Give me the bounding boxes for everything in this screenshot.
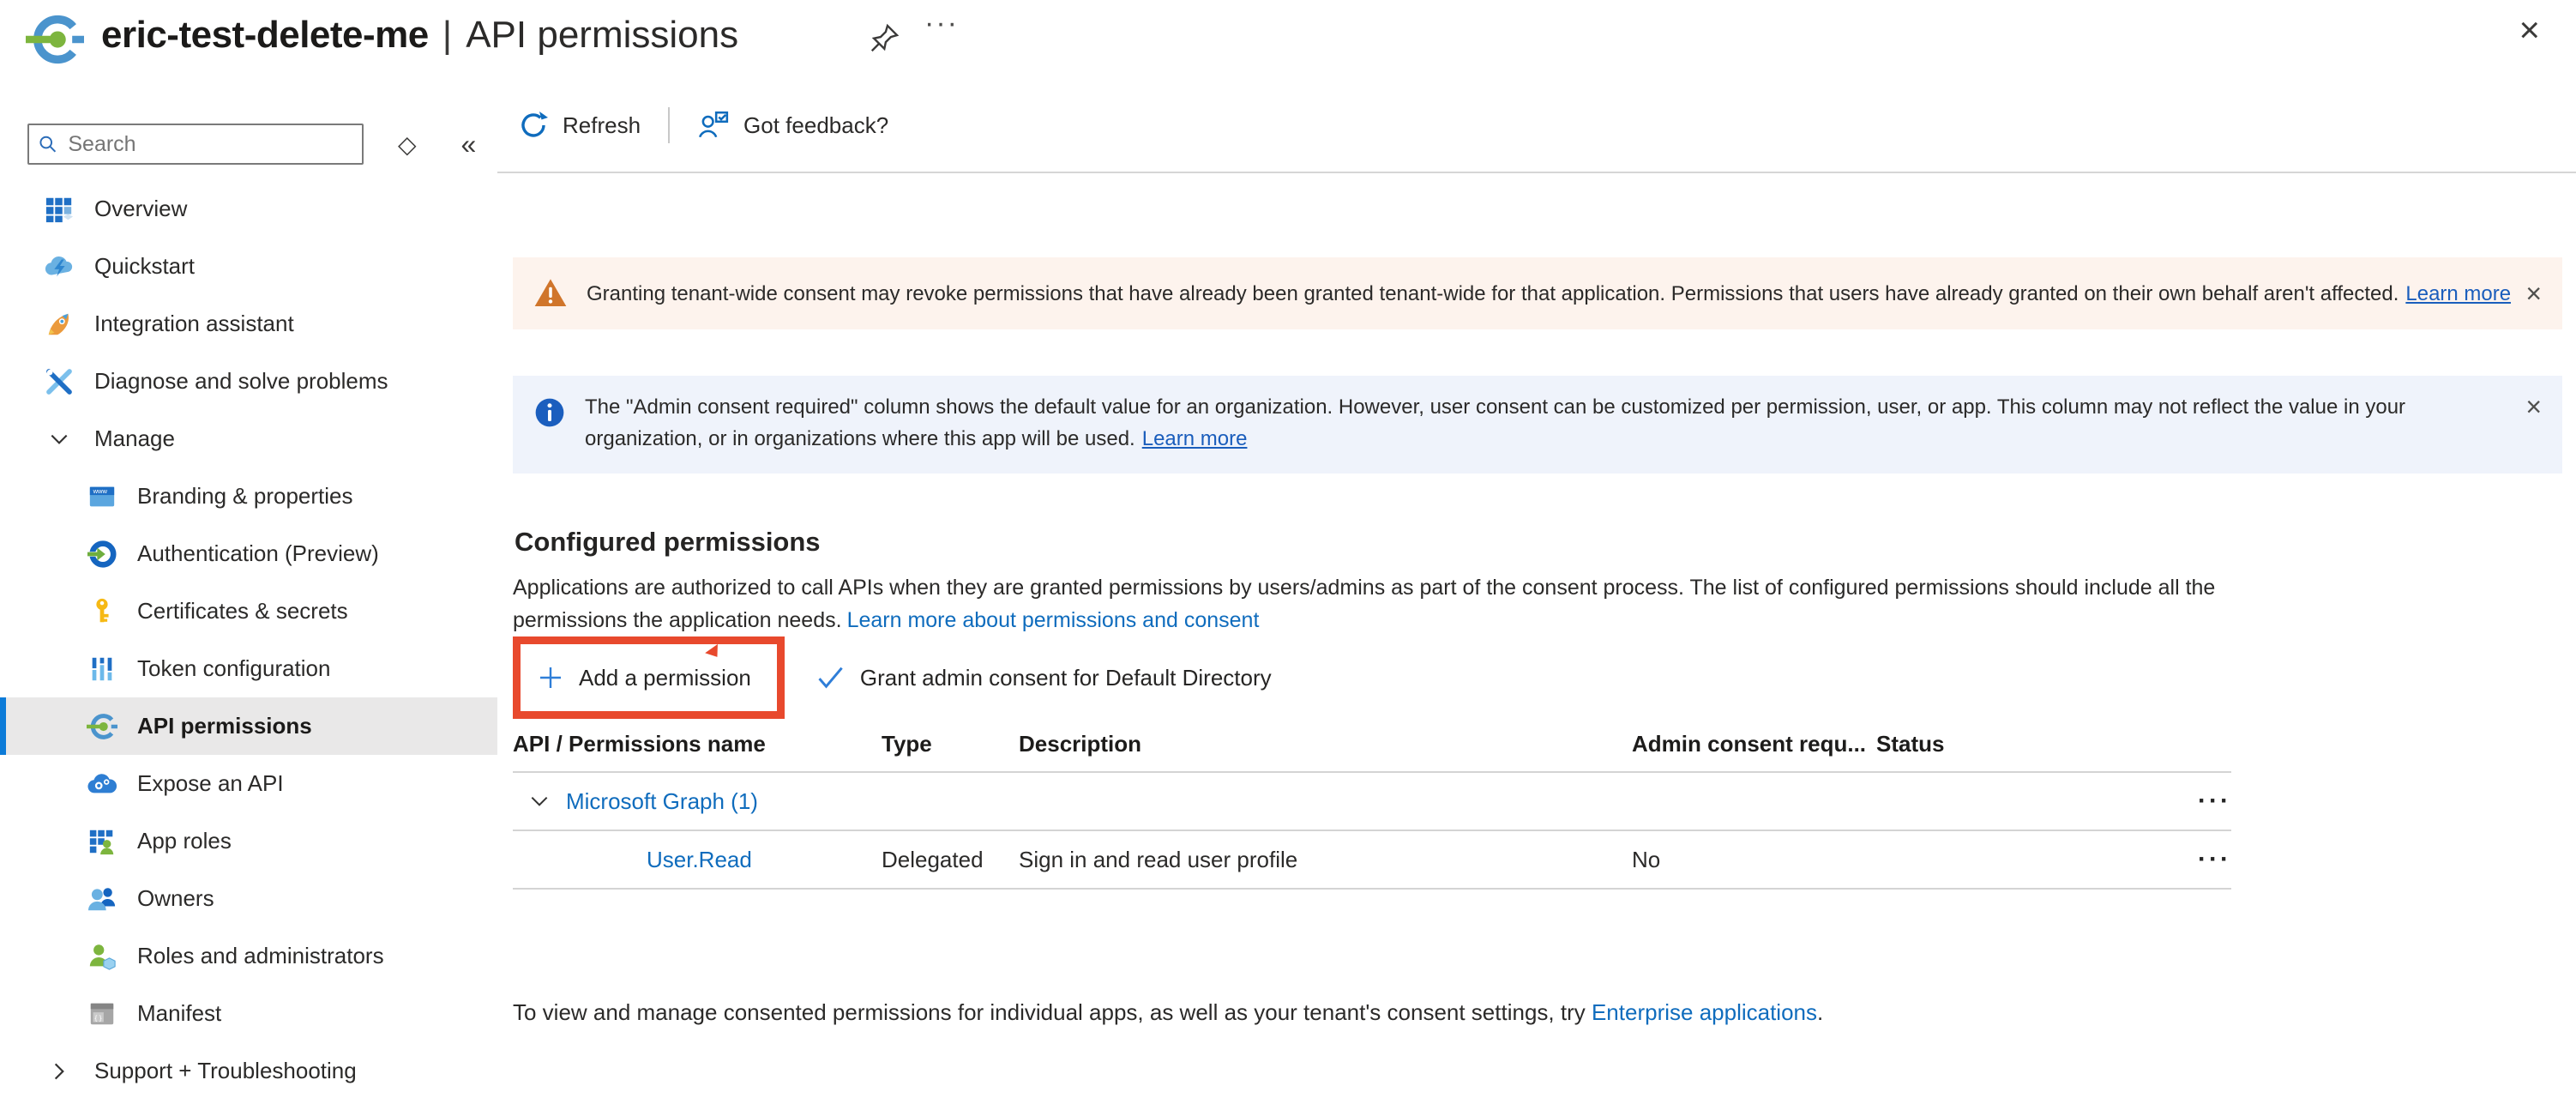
sidebar-item-authentication[interactable] <box>0 525 497 582</box>
grant-admin-consent-label: Grant admin consent for Default Directory <box>859 664 1272 691</box>
search-icon <box>38 133 57 155</box>
microsoft-graph-link[interactable]: Microsoft Graph (1) <box>566 787 758 814</box>
section-description <box>513 571 2301 636</box>
main-panel <box>497 79 2576 1098</box>
svg-text:{ }: { } <box>94 1013 102 1023</box>
more-commands-icon[interactable]: ··· <box>924 7 959 39</box>
sidebar-search-row <box>27 124 497 165</box>
sidebar-group-manage[interactable] <box>0 410 497 468</box>
app-name: eric-test-delete-me <box>101 14 429 56</box>
table-row-api-group[interactable] <box>513 773 2231 831</box>
permission-actions-row <box>513 636 2562 719</box>
plus-icon <box>538 665 563 691</box>
annotation-mark <box>705 644 724 661</box>
sidebar-item-roles-administrators[interactable] <box>0 927 497 985</box>
page-title <box>101 14 738 57</box>
permission-name-cell <box>513 847 882 873</box>
authentication-icon <box>86 538 118 570</box>
sidebar-item-label: Token configuration <box>137 655 331 681</box>
admin-consent-cell: No <box>1632 846 1661 872</box>
diagnose-icon <box>43 365 75 398</box>
section-heading: Configured permissions <box>515 527 821 557</box>
toolbar-divider <box>668 107 670 143</box>
refresh-icon <box>518 110 549 141</box>
column-api-permissions-name[interactable]: API / Permissions name <box>513 731 766 757</box>
type-cell: Delegated <box>882 846 984 872</box>
close-blade-icon[interactable]: × <box>2519 9 2540 50</box>
row-more-icon[interactable]: ··· <box>2198 845 2231 873</box>
sidebar-item-integration-assistant[interactable] <box>0 295 497 353</box>
warning-close-icon[interactable]: × <box>2525 278 2542 309</box>
branding-icon <box>86 480 118 513</box>
expose-api-icon <box>86 768 118 800</box>
refresh-label: Refresh <box>563 112 641 138</box>
info-close-icon[interactable]: × <box>2525 391 2542 422</box>
api-permissions-icon <box>86 710 118 743</box>
app-registration-logo-icon <box>26 14 84 65</box>
sidebar-item-label: Authentication (Preview) <box>137 540 379 566</box>
sidebar-item-branding[interactable] <box>0 468 497 525</box>
sidebar-item-label: Branding & properties <box>137 483 353 509</box>
overview-icon <box>43 193 75 226</box>
warning-banner <box>513 257 2562 329</box>
column-description[interactable]: Description <box>1019 731 1142 757</box>
add-permission-label: Add a permission <box>579 664 751 691</box>
warning-icon <box>533 276 568 311</box>
sidebar-item-certificates[interactable] <box>0 582 497 640</box>
integration-assistant-icon <box>43 308 75 341</box>
title-divider: | <box>442 14 453 56</box>
manifest-icon <box>86 998 118 1030</box>
info-icon <box>533 396 566 429</box>
refresh-button[interactable] <box>518 110 641 141</box>
search-input[interactable] <box>66 131 353 158</box>
permissions-table <box>513 731 2231 890</box>
sidebar-item-api-permissions[interactable] <box>0 697 497 755</box>
row-more-icon[interactable]: ··· <box>2198 787 2231 815</box>
sidebar-item-expose-api[interactable] <box>0 755 497 812</box>
sidebar-item-overview[interactable] <box>0 180 497 238</box>
sidebar-item-label: Quickstart <box>94 253 196 279</box>
sidebar-item-label: Integration assistant <box>94 311 294 336</box>
sidebar-item-label: Overview <box>94 196 188 221</box>
owners-icon <box>86 883 118 915</box>
certificates-icon <box>86 595 118 628</box>
sidebar-group-label: Support + Troubleshooting <box>94 1058 357 1083</box>
blade-content <box>497 257 2576 1026</box>
sidebar-item-label: Manifest <box>137 1000 222 1026</box>
info-learn-more-link[interactable]: Learn more <box>1141 427 1248 450</box>
sidebar-item-label: Expose an API <box>137 770 284 796</box>
search-box[interactable] <box>27 124 364 165</box>
svg-text:www: www <box>93 486 107 495</box>
table-row-permission[interactable] <box>513 831 2231 890</box>
sidebar-item-diagnose[interactable] <box>0 353 497 410</box>
chevron-right-icon <box>43 1055 75 1088</box>
sidebar-item-label: API permissions <box>137 713 312 739</box>
token-configuration-icon <box>86 653 118 685</box>
resize-handle-icon[interactable]: ◇ <box>398 130 417 158</box>
sidebar-group-support[interactable] <box>0 1042 497 1098</box>
info-text <box>585 391 2513 455</box>
sidebar-item-label: Owners <box>137 885 214 911</box>
info-banner <box>513 376 2562 474</box>
feedback-label: Got feedback? <box>743 112 889 138</box>
app-roles-icon <box>86 825 118 858</box>
sidebar-item-label: Certificates & secrets <box>137 598 348 624</box>
annotation-highlight-box <box>513 636 785 719</box>
enterprise-applications-link[interactable]: Enterprise applications <box>1591 999 1818 1025</box>
sidebar-item-label: Diagnose and solve problems <box>94 368 388 394</box>
command-bar <box>497 79 2576 173</box>
warning-text <box>587 278 2511 310</box>
description-cell: Sign in and read user profile <box>1019 846 1298 872</box>
table-header <box>513 731 2231 773</box>
page-header <box>0 0 2576 79</box>
footer-note <box>513 999 2562 1026</box>
warning-learn-more-link[interactable]: Learn more <box>2405 281 2512 305</box>
sidebar-item-manifest[interactable] <box>0 985 497 1042</box>
sidebar-item-app-roles[interactable] <box>0 812 497 870</box>
sidebar-item-label: Roles and administrators <box>137 943 384 968</box>
column-actions <box>2171 731 2231 757</box>
sidebar-item-label: App roles <box>137 828 232 854</box>
feedback-icon <box>697 109 730 142</box>
user-read-link[interactable]: User.Read <box>647 846 752 872</box>
column-type[interactable]: Type <box>882 731 932 757</box>
column-admin-consent[interactable]: Admin consent requ... <box>1632 731 1867 757</box>
pin-icon[interactable] <box>868 22 900 59</box>
roles-administrators-icon <box>86 940 118 973</box>
info-message: The "Admin consent required" column shows the default value for an organization. However, user consent can be customized per permission, user, or app. This column may not reflect the value in your organization, or in organizations where this app will be used. <box>585 395 2406 450</box>
footer-suffix: . <box>1817 999 1824 1025</box>
permissions-consent-link[interactable]: Learn more about permissions and consent <box>846 608 1260 632</box>
sidebar-group-label: Manage <box>94 425 175 451</box>
sidebar <box>0 79 497 1098</box>
warning-message: Granting tenant-wide consent may revoke permissions that have already been granted tenant-wide for that application. Permissions that users have already granted on their own behalf aren't affected. <box>587 281 2399 305</box>
grant-admin-consent-button[interactable] <box>816 663 1272 692</box>
sidebar-item-owners[interactable] <box>0 870 497 927</box>
blade-name: API permissions <box>466 14 739 56</box>
section-description-text: Applications are authorized to call APIs when they are granted permissions by users/admins as part of the consent process. The list of configured permissions should include all the permissions the application needs. <box>513 576 2216 632</box>
sidebar-nav <box>0 180 497 1098</box>
collapse-sidebar-icon[interactable]: « <box>460 128 477 160</box>
feedback-button[interactable] <box>697 109 888 142</box>
chevron-down-icon[interactable] <box>528 790 551 812</box>
footer-text: To view and manage consented permissions for individual apps, as well as your tenant's consent settings, try <box>513 999 1592 1025</box>
checkmark-icon <box>816 663 845 692</box>
api-group-cell <box>513 788 882 815</box>
quickstart-icon <box>43 250 75 283</box>
chevron-down-icon <box>43 423 75 455</box>
sidebar-item-quickstart[interactable] <box>0 238 497 295</box>
column-status[interactable]: Status <box>1876 731 1945 757</box>
sidebar-item-token-configuration[interactable] <box>0 640 497 697</box>
add-permission-button[interactable] <box>538 665 751 691</box>
